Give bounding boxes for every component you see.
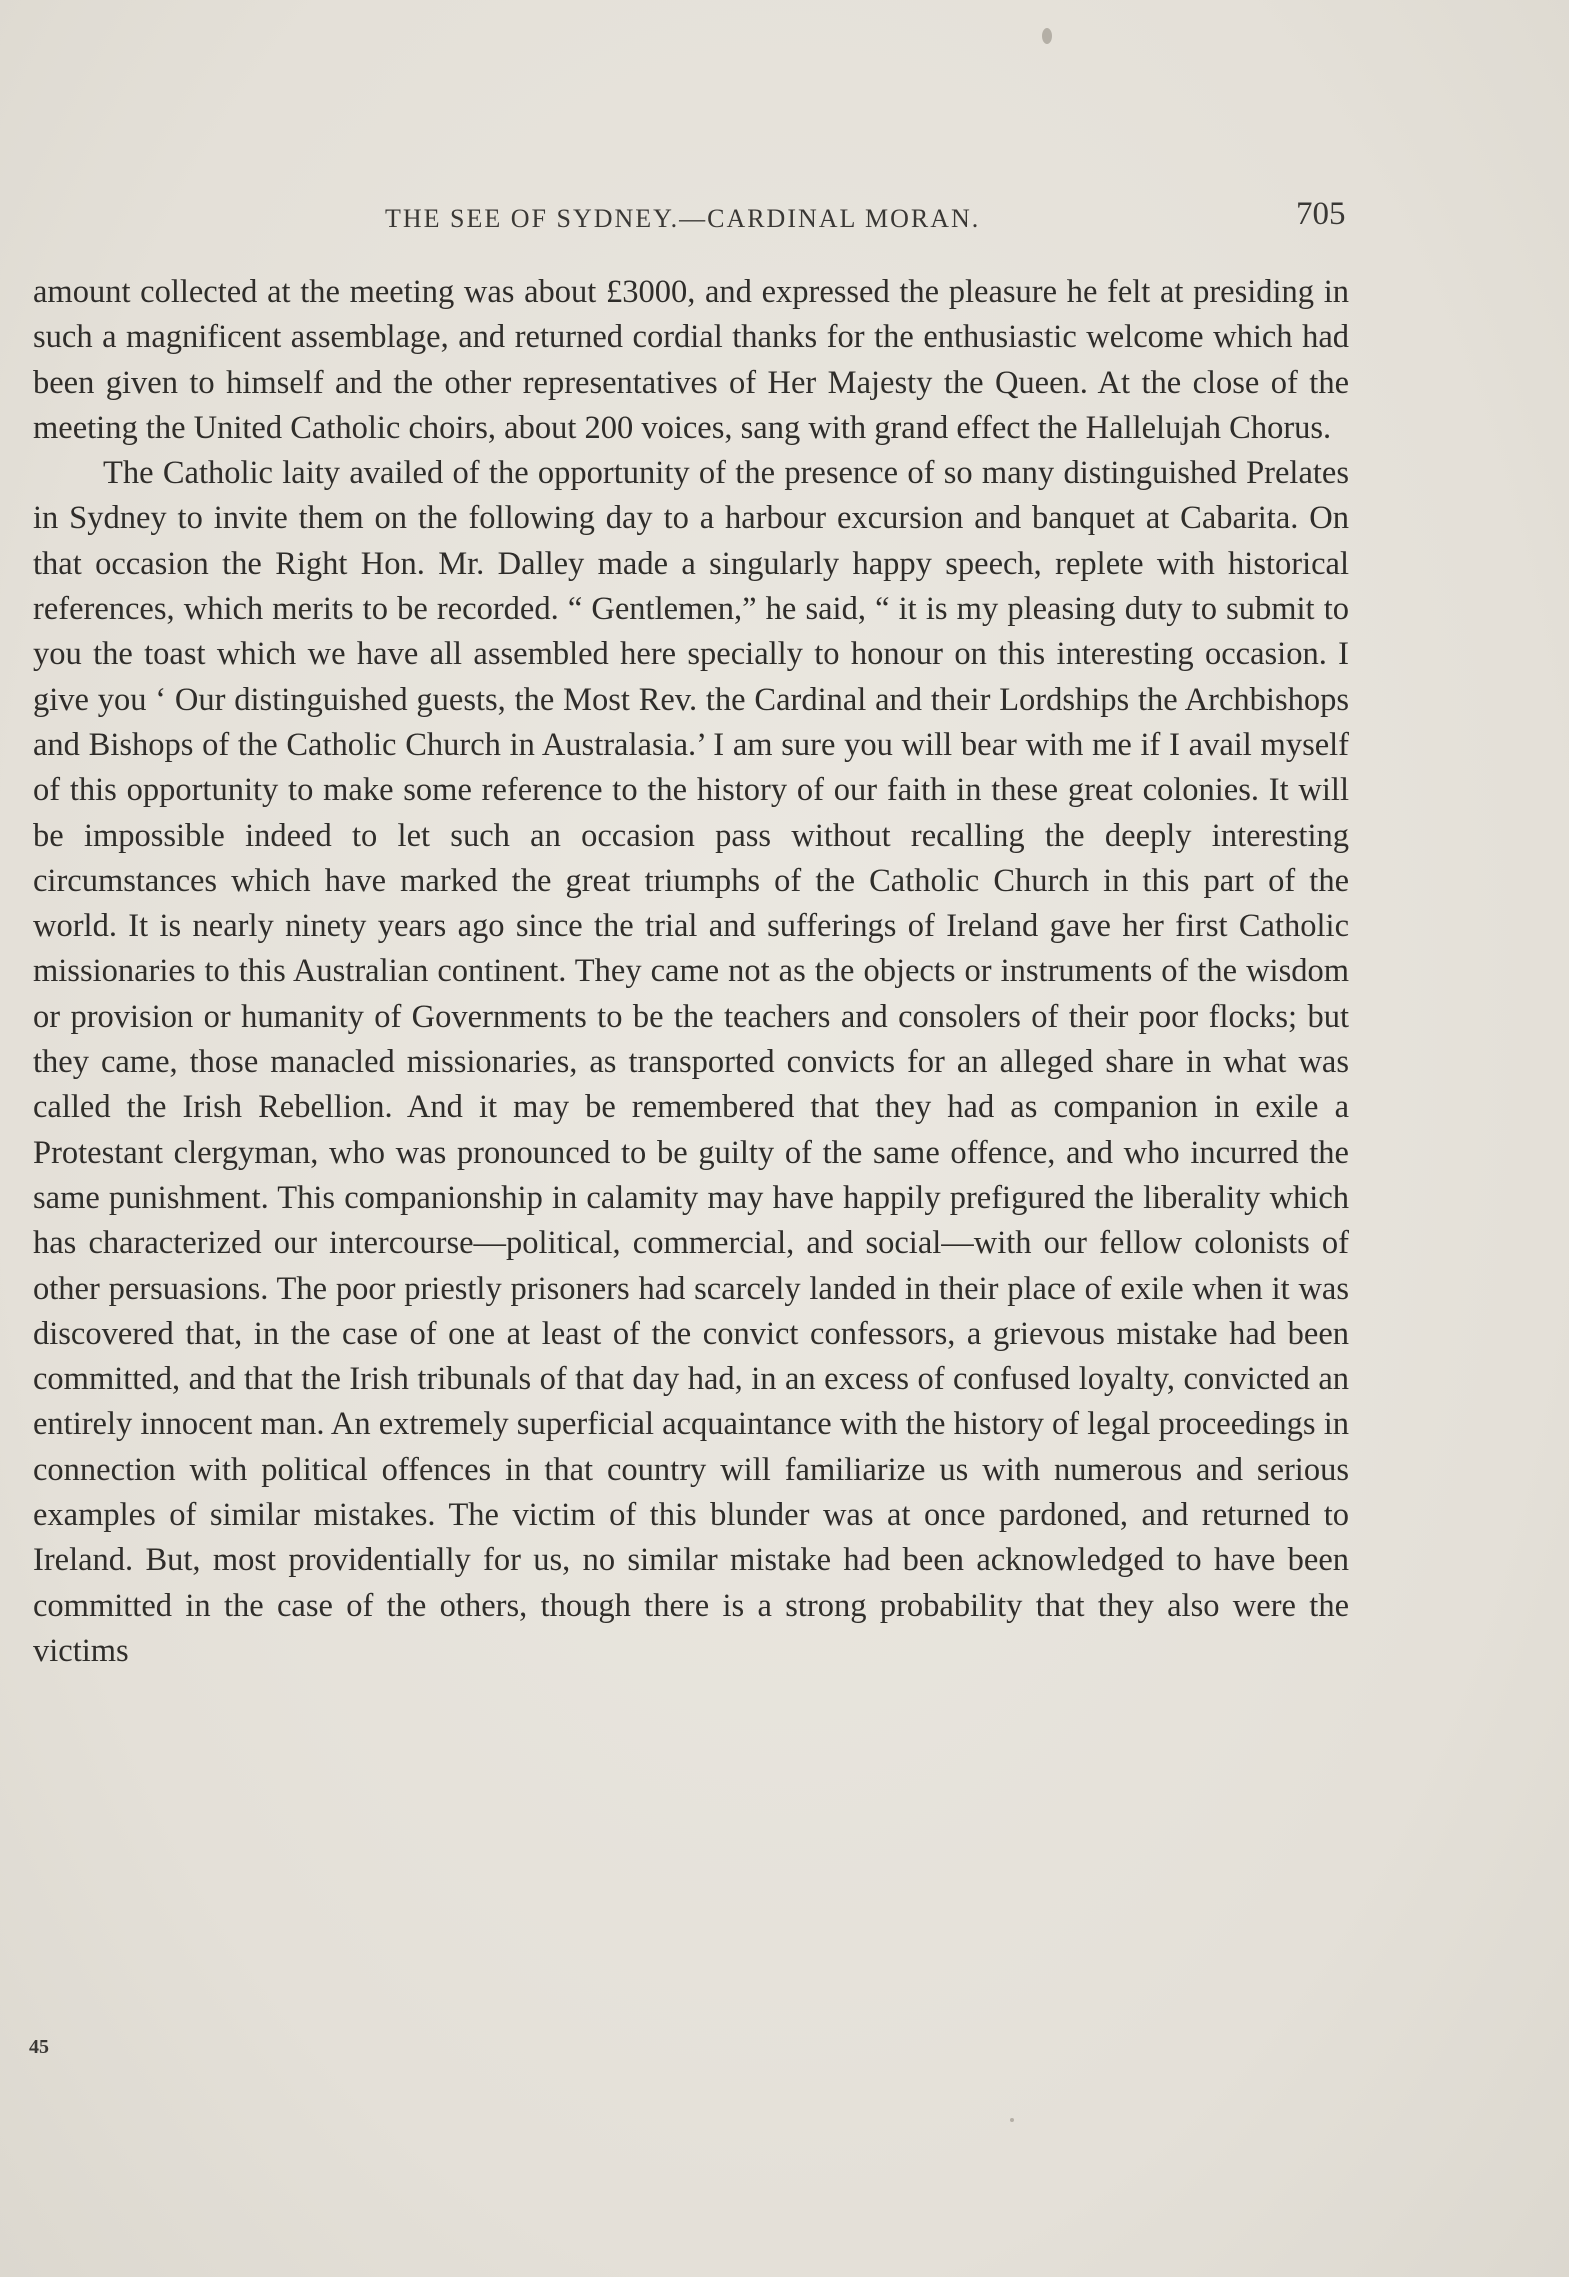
body-text xyxy=(33,270,1349,1674)
paragraph: The Catholic laity availed of the opportunity of the presence of so many distinguished Prelates in Sydney to invite them on the following day to a harbour excursion and banquet at Cabarita. On that occasion the Right Hon. Mr. Dalley made a singularly happy speech, replete with historical references, which merits to be recorded. “ Gentlemen,” he said, “ it is my pleasing duty to submit to you the toast which we have all assembled here specially to honour on this interesting occasion. I give you ‘ Our distinguished guests, the Most Rev. the Cardinal and their Lordships the Archbishops and Bishops of the Catholic Church in Australasia.’ I am sure you will bear with me if I avail myself of this opportunity to make some reference to the history of our faith in these great colonies. It will be impossible indeed to let such an occasion pass without recalling the deeply interesting circumstances which have marked the great triumphs of the Catholic Church in this part of the world. It is nearly ninety years ago since the trial and sufferings of Ireland gave her first Catholic missionaries to this Australian continent. They came not as the objects or instruments of the wisdom or provision or humanity of Governments to be the teachers and consolers of their poor flocks; but they came, those manacled missionaries, as transported convicts for an alleged share in what was called the Irish Rebellion. And it may be remembered that they had as companion in exile a Protestant clergyman, who was pronounced to be guilty of the same offence, and who incurred the same punishment. This companionship in calamity may have happily prefigured the liberality which has characterized our intercourse—political, commercial, and social—with our fellow colonists of other persuasions. The poor priestly prisoners had scarcely landed in their place of exile when it was discovered that, in the case of one at least of the convict confessors, a grievous mistake had been committed, and that the Irish tribunals of that day had, in an excess of confused loyalty, convicted an entirely innocent man. An extremely superficial acquaintance with the history of legal proceedings in connection with political offences in that country will familiarize us with numerous and serious examples of similar mistakes. The victim of this blunder was at once pardoned, and returned to Ireland. But, most providentially for us, no similar mistake had been acknowledged to have been committed in the case of the others, though there is a strong probability that they also were the victims xyxy=(33,455,1349,1669)
running-head xyxy=(0,196,1569,244)
paragraph: amount collected at the meeting was about £3000, and expressed the pleasure he felt at presiding in such a magnificent assemblage, and returned cordial thanks for the enthusiastic welcome which had been given to himself and the other representatives of Her Majesty the Queen. At the close of the meeting the United Catholic choirs, about 200 voices, sang with grand effect the Hallelujah Chorus. xyxy=(33,274,1349,446)
running-title: THE SEE OF SYDNEY.—CARDINAL MORAN. xyxy=(385,204,981,233)
signature-mark: 45 xyxy=(29,2036,49,2058)
page-number: 705 xyxy=(1296,196,1346,232)
paper-speck xyxy=(1042,28,1052,44)
paper-speck xyxy=(1010,2118,1014,2122)
